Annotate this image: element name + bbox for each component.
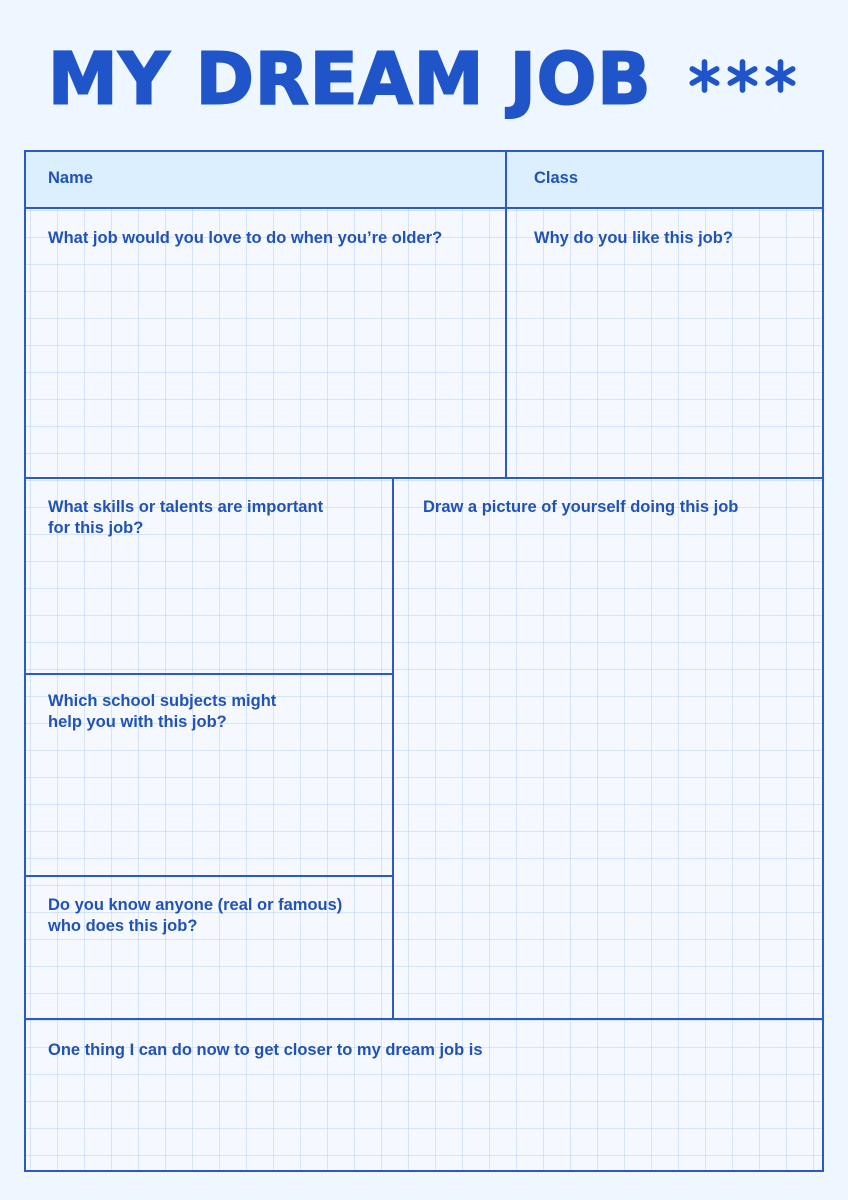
divider-row-bottom <box>26 1018 822 1020</box>
divider-row-1 <box>26 477 822 479</box>
name-field[interactable]: Name <box>48 169 93 187</box>
divider-header <box>26 207 822 209</box>
page-title: MY DREAM JOB <box>48 36 652 121</box>
divider-col-top <box>505 152 507 479</box>
question-subjects-line-1: Which school subjects might <box>48 692 277 710</box>
question-one-thing: One thing I can do now to get closer to my dream job is <box>48 1041 483 1059</box>
asterisk-icon <box>688 58 721 94</box>
divider-skills <box>26 673 394 675</box>
question-subjects-line-2: help you with this job? <box>48 712 227 731</box>
worksheet-grid <box>24 150 824 1172</box>
question-skills <box>48 497 323 538</box>
question-skills-line-1: What skills or talents are important <box>48 498 324 516</box>
question-skills-line-2: for this job? <box>48 518 144 537</box>
question-know-line-1: Do you know anyone (real or famous) <box>48 896 343 914</box>
question-dream-job: What job would you love to do when you’re older? <box>48 229 443 247</box>
question-subjects <box>48 691 276 732</box>
question-know-line-2: who does this job? <box>48 916 198 935</box>
asterisk-decoration <box>688 58 797 94</box>
divider-subjects <box>26 875 394 877</box>
question-why-like: Why do you like this job? <box>534 229 733 247</box>
question-draw-picture: Draw a picture of yourself doing this job <box>423 498 739 516</box>
asterisk-icon <box>726 58 759 94</box>
asterisk-icon <box>764 58 797 94</box>
class-field[interactable]: Class <box>534 169 579 187</box>
header-band <box>26 152 822 208</box>
divider-col-middle <box>392 477 394 1020</box>
question-know-anyone <box>48 895 342 936</box>
